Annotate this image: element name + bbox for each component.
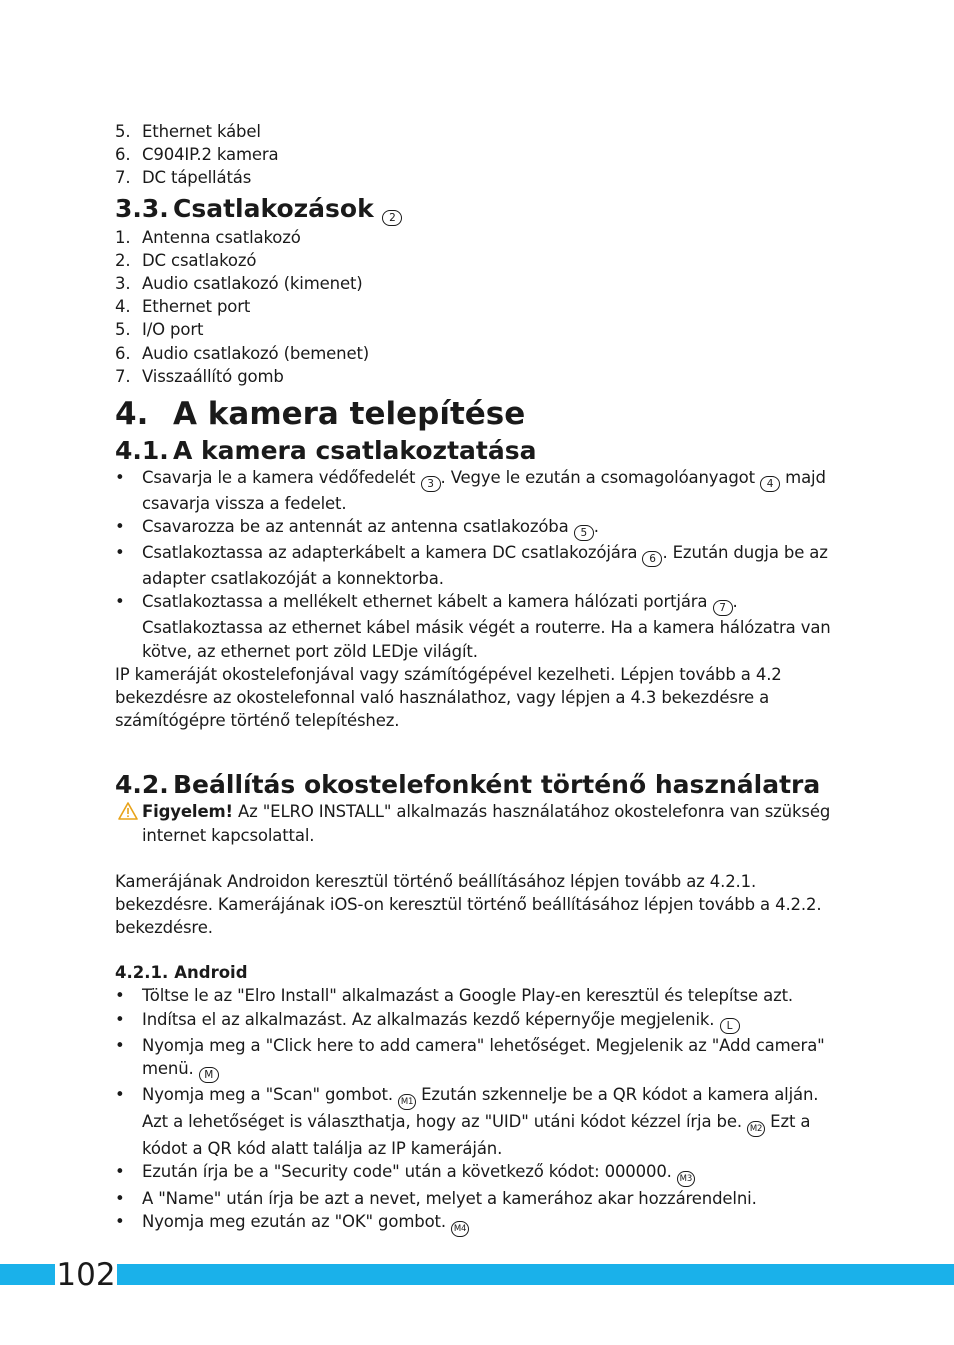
components-list-continued (115, 120, 840, 190)
list-item (115, 318, 840, 341)
list-item-text: DC tápellátás (142, 168, 252, 188)
bullet: • (115, 1084, 125, 1104)
list-item (115, 166, 840, 189)
figure-ref-badge: 2 (382, 210, 402, 226)
figure-ref-badge: 7 (713, 600, 733, 616)
warning-icon (115, 800, 140, 823)
page-number: 102 (56, 1257, 116, 1293)
step-text: Csavarja le a kamera védőfedelét (142, 468, 416, 488)
list-item-text: Ethernet port (142, 297, 251, 317)
list-item (115, 1083, 840, 1160)
step-text: . (593, 517, 599, 537)
section-heading-4-1 (115, 436, 840, 466)
list-item-number: 7. (115, 366, 131, 386)
bullet: • (115, 986, 125, 1006)
figure-ref-badge: M (199, 1067, 219, 1083)
step-text: A "Name" után írja be azt a nevet, melyet a kamerához akar hozzárendelni. (142, 1189, 757, 1209)
list-item (115, 590, 840, 662)
list-item-number: 2. (115, 250, 131, 270)
list-item (115, 984, 840, 1007)
bullet: • (115, 1189, 125, 1209)
body-paragraph: Kamerájának Androidon keresztül történő beállításához lépjen tovább az 4.2.1. bekezdésre. Kamerájának iOS-on keresztül történő beállításához lépjen tovább a 4.2.2. bekezdésre. (115, 871, 822, 938)
section-number: 4.1. (115, 436, 169, 466)
figure-ref-badge: 4 (760, 476, 780, 492)
list-item (115, 1210, 840, 1237)
section-title: Beállítás okostelefonként történő használatra (173, 770, 821, 800)
step-text: Csavarozza be az antennát az antenna csatlakozóba (142, 517, 569, 537)
step-text: Nyomja meg a "Click here to add camera" lehetőséget. Megjelenik az "Add camera" menü. (142, 1035, 825, 1078)
list-item (115, 272, 840, 295)
section-title: A kamera csatlakoztatása (173, 436, 537, 466)
list-item-text: Antenna csatlakozó (142, 227, 301, 247)
figure-ref-badge: L (720, 1018, 740, 1034)
list-item-text: Visszaállító gomb (142, 366, 284, 386)
list-item (115, 1034, 840, 1083)
list-item (115, 226, 840, 249)
list-item (115, 120, 840, 143)
warning-label: Figyelem! (142, 802, 233, 822)
list-item (115, 515, 840, 541)
step-text: majd csavarja vissza a fedelet. (142, 468, 826, 514)
warning-note (115, 800, 840, 846)
list-item-number: 7. (115, 168, 131, 188)
list-item (115, 541, 840, 590)
list-item-text: I/O port (142, 320, 204, 340)
step-text: Töltse le az "Elro Install" alkalmazást a Google Play-en keresztül és telepítse azt. (142, 986, 794, 1006)
bullet: • (115, 592, 125, 612)
page-content (115, 120, 840, 1237)
list-item-text: C904IP.2 kamera (142, 145, 279, 165)
figure-ref-badge: M1 (398, 1094, 416, 1110)
step-text: . Ezután dugja be az adapter csatlakozóját a konnektorba. (142, 543, 828, 589)
section-heading-4-2 (115, 770, 840, 800)
step-text: Indítsa el az alkalmazást. Az alkalmazás kezdő képernyője megjelenik. (142, 1009, 715, 1029)
connections-list (115, 226, 840, 388)
list-item-number: 4. (115, 297, 131, 317)
footer-bar (0, 1264, 954, 1285)
bullet: • (115, 1009, 125, 1029)
step-text: Ezután szkennelje be a QR kódot a kamera alján. Azt a lehetőséget is választhatja, hogy az "UID" utáni kódot kézzel írja be. (142, 1084, 819, 1131)
step-text: Nyomja meg a "Scan" gombot. (142, 1084, 393, 1104)
list-item-text: Audio csatlakozó (bemenet) (142, 343, 370, 363)
figure-ref-badge: 5 (574, 525, 594, 541)
subsection-number: 4.2.1. (115, 963, 169, 983)
list-item-number: 3. (115, 274, 131, 294)
figure-ref-badge: 6 (642, 551, 662, 567)
step-text: Csatlakoztassa a mellékelt ethernet kábelt a kamera hálózati portjára (142, 592, 708, 612)
list-item (115, 342, 840, 365)
section-number: 3.3. (115, 193, 169, 223)
body-paragraph: IP kameráját okostelefonjával vagy számítógépével kezelheti. Lépjen tovább a 4.2 bekezdésre az okostelefonnal való használathoz, vagy lépjen a 4.3 bekezdésre a számítógépre történő telepítéshez. (115, 664, 782, 731)
list-item (115, 295, 840, 318)
list-item-number: 6. (115, 343, 131, 363)
section-title: Csatlakozások (173, 193, 374, 223)
step-text: Ezt a kódot a QR kód alatt találja az IP kameráján. (142, 1111, 811, 1158)
subsection-heading-4-2-1 (115, 961, 840, 984)
figure-ref-badge: 3 (421, 476, 441, 492)
list-item (115, 365, 840, 388)
warning-text: Az "ELRO INSTALL" alkalmazás használatához okostelefonra van szükség internet kapcsolattal. (142, 802, 831, 845)
bullet: • (115, 1162, 125, 1182)
list-item (115, 1160, 840, 1187)
step-text: Ezután írja be a "Security code" után a következő kódot: 000000. (142, 1162, 672, 1182)
step-text: . Csatlakoztassa az ethernet kábel másik végét a routerre. Ha a kamera hálózatra van kötve, az ethernet port zöld LEDje világít. (142, 592, 831, 661)
figure-ref-badge: M3 (677, 1171, 695, 1187)
list-item-text: DC csatlakozó (142, 250, 257, 270)
step-text: Csatlakoztassa az adapterkábelt a kamera DC csatlakozójára (142, 543, 638, 563)
list-item (115, 1008, 840, 1034)
bullet: • (115, 517, 125, 537)
chapter-title: A kamera telepítése (173, 396, 526, 433)
list-item-number: 6. (115, 145, 131, 165)
list-item (115, 249, 840, 272)
bullet: • (115, 543, 125, 563)
bullet: • (115, 1035, 125, 1055)
chapter-heading-4 (115, 394, 840, 434)
android-steps-list (115, 984, 840, 1237)
list-item (115, 143, 840, 166)
connect-steps-list (115, 466, 840, 663)
figure-ref-badge: M4 (451, 1221, 469, 1237)
step-text: . Vegye le ezután a csomagolóanyagot (440, 468, 755, 488)
list-item-text: Audio csatlakozó (kimenet) (142, 274, 363, 294)
list-item-number: 5. (115, 122, 131, 141)
bullet: • (115, 1212, 125, 1232)
list-item (115, 1187, 840, 1210)
list-item (115, 466, 840, 515)
list-item-number: 1. (115, 227, 131, 247)
list-item-text: Ethernet kábel (142, 122, 261, 141)
bullet: • (115, 468, 125, 488)
step-text: Nyomja meg ezután az "OK" gombot. (142, 1212, 446, 1232)
chapter-number: 4. (115, 396, 149, 433)
section-heading-3-3 (115, 194, 840, 226)
list-item-number: 5. (115, 320, 131, 340)
figure-ref-badge: M2 (747, 1121, 765, 1137)
subsection-title: Android (174, 963, 248, 983)
section-number: 4.2. (115, 770, 169, 800)
